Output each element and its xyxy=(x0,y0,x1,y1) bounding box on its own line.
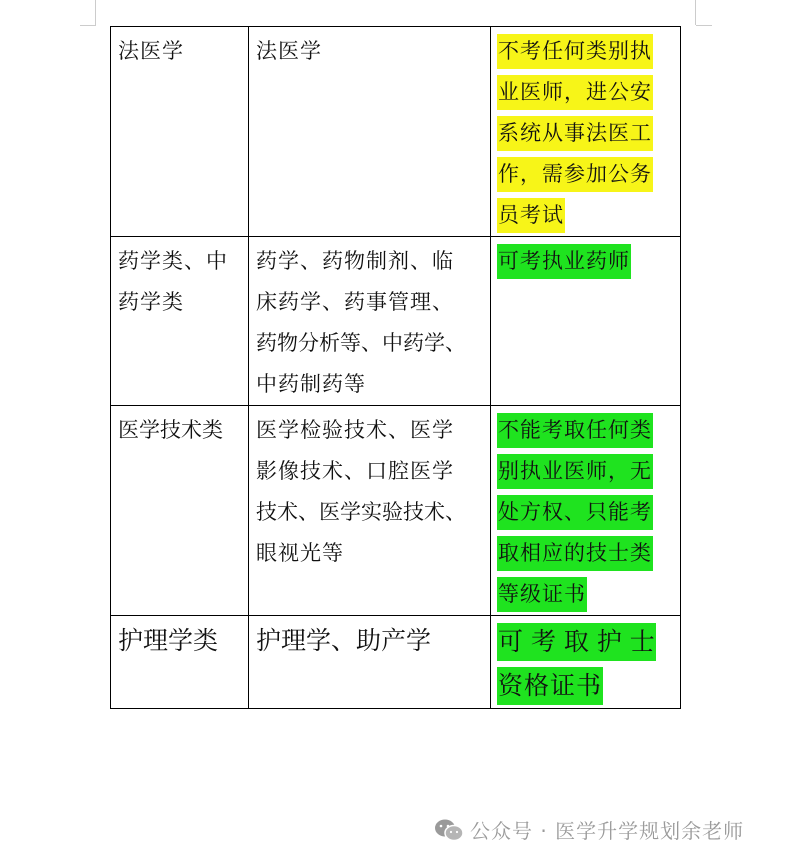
highlighted-text: 员考试 xyxy=(497,198,565,233)
cell-text: 影像技术、口腔医学 xyxy=(256,459,454,483)
category-cell xyxy=(111,616,249,709)
highlighted-text: 可 考 取 护 士 xyxy=(497,623,656,661)
cell-text: 法医学 xyxy=(118,39,184,63)
cell-text: 护理学类 xyxy=(118,626,219,655)
cell-text: 药学类 xyxy=(118,290,184,314)
note-cell xyxy=(491,616,681,709)
highlighted-text: 作，需参加公务 xyxy=(497,157,653,192)
table-row xyxy=(111,237,681,406)
cell-text: 药物分析等、中药学、 xyxy=(256,331,466,355)
highlighted-text: 取相应的技士类 xyxy=(497,536,653,571)
highlighted-text: 不考任何类别执 xyxy=(497,34,653,69)
highlighted-text: 资格证书 xyxy=(497,667,603,705)
cell-text: 中药制药等 xyxy=(256,372,366,396)
cell-text: 医学技术类 xyxy=(118,418,223,442)
category-cell xyxy=(111,27,249,237)
page-margin-mark xyxy=(80,25,96,26)
highlighted-text: 等级证书 xyxy=(497,577,587,612)
page-margin-mark xyxy=(95,0,96,25)
category-cell xyxy=(111,237,249,406)
page-margin-mark xyxy=(696,25,712,26)
wechat-icon xyxy=(434,818,464,842)
cell-text: 眼视光等 xyxy=(256,541,344,565)
note-cell xyxy=(491,27,681,237)
highlighted-text: 别执业医师，无 xyxy=(497,454,653,489)
majors-cell xyxy=(249,237,491,406)
highlighted-text: 处方权、只能考 xyxy=(497,495,653,530)
majors-cell xyxy=(249,27,491,237)
highlighted-text: 可考执业药师 xyxy=(497,244,631,279)
major-table xyxy=(110,26,681,709)
cell-text: 药学类、中 xyxy=(118,249,228,273)
highlighted-text: 业医师，进公安 xyxy=(497,75,653,110)
highlighted-text: 不能考取任何类 xyxy=(497,413,653,448)
table-row xyxy=(111,27,681,237)
cell-text: 药学、药物制剂、临 xyxy=(256,249,454,273)
cell-text: 护理学、助产学 xyxy=(256,626,432,655)
majors-cell xyxy=(249,616,491,709)
cell-text: 法医学 xyxy=(256,39,322,63)
majors-cell xyxy=(249,406,491,616)
watermark xyxy=(434,815,744,844)
table-row xyxy=(111,406,681,616)
cell-text: 医学检验技术、医学 xyxy=(256,418,454,442)
watermark-text: 公众号 · 医学升学规划余老师 xyxy=(470,819,745,843)
page-margin-mark xyxy=(695,0,696,25)
cell-text: 床药学、药事管理、 xyxy=(256,290,454,314)
cell-text: 技术、医学实验技术、 xyxy=(256,500,466,524)
highlighted-text: 系统从事法医工 xyxy=(497,116,653,151)
table-row xyxy=(111,616,681,709)
category-cell xyxy=(111,406,249,616)
note-cell xyxy=(491,406,681,616)
note-cell xyxy=(491,237,681,406)
